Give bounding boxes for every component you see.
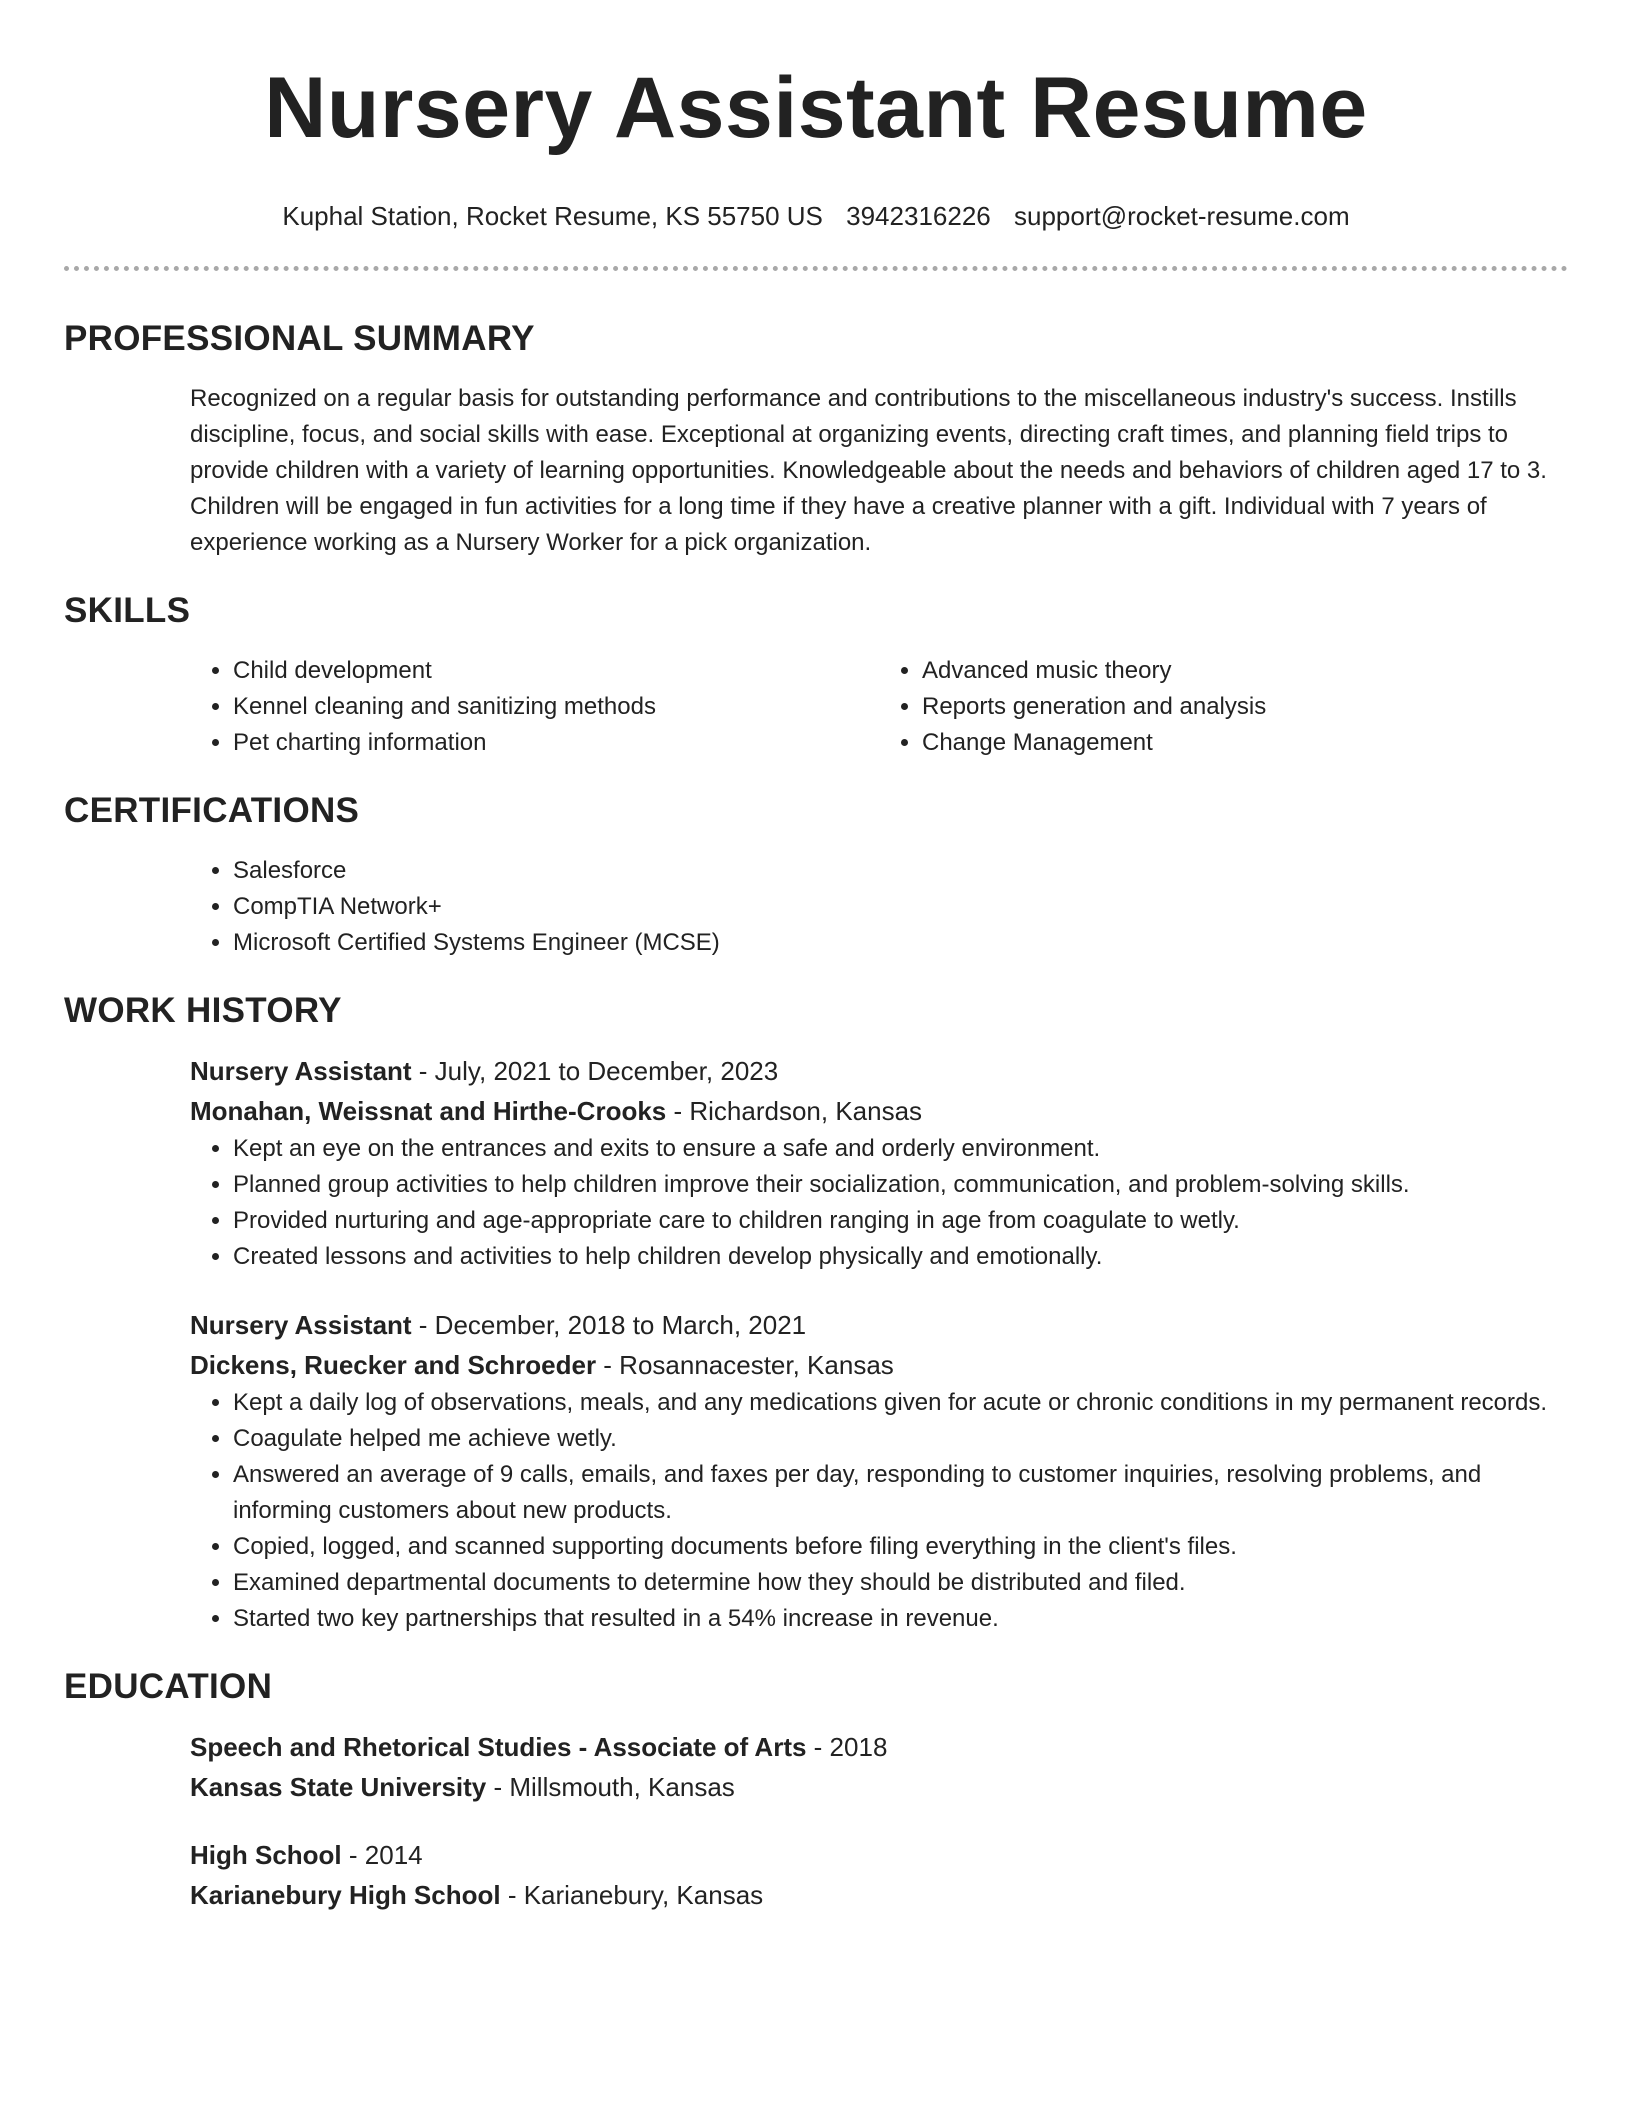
job-title-line bbox=[190, 1051, 1568, 1091]
school-line bbox=[190, 1767, 1568, 1807]
job-duty: • Provided nurturing and age-appropriate care to children ranging in age from coagulate to wetly. bbox=[233, 1203, 1568, 1239]
contact-address: Kuphal Station, Rocket Resume, KS 55750 US bbox=[282, 201, 823, 231]
skills-list-left bbox=[190, 653, 879, 761]
skill-item: • Advanced music theory bbox=[922, 653, 1568, 689]
job-entry bbox=[190, 1051, 1568, 1275]
job-duty: • Coagulate helped me achieve wetly. bbox=[233, 1421, 1568, 1457]
education-entry bbox=[190, 1727, 1568, 1807]
school-location: - Karianebury, Kansas bbox=[500, 1880, 764, 1910]
job-title: Nursery Assistant bbox=[190, 1056, 412, 1086]
school-location: - Millsmouth, Kansas bbox=[486, 1772, 735, 1802]
degree-line bbox=[190, 1835, 1568, 1875]
job-company-line bbox=[190, 1345, 1568, 1385]
degree-line bbox=[190, 1727, 1568, 1767]
work-heading: WORK HISTORY bbox=[64, 991, 342, 1030]
education-entry bbox=[190, 1835, 1568, 1915]
job-duties bbox=[190, 1131, 1568, 1275]
job-duty: • Examined departmental documents to determine how they should be distributed and filed. bbox=[233, 1565, 1568, 1601]
school-line bbox=[190, 1875, 1568, 1915]
job-company: Monahan, Weissnat and Hirthe-Crooks bbox=[190, 1096, 667, 1126]
job-duty: • Started two key partnerships that resulted in a 54% increase in revenue. bbox=[233, 1601, 1568, 1637]
degree-year: - 2018 bbox=[806, 1732, 888, 1762]
work-section bbox=[64, 989, 1568, 1637]
skill-item: • Change Management bbox=[922, 725, 1568, 761]
skill-item: • Reports generation and analysis bbox=[922, 689, 1568, 725]
degree-year: - 2014 bbox=[341, 1840, 423, 1870]
school-name: Kansas State University bbox=[190, 1772, 487, 1802]
degree-name: Speech and Rhetorical Studies - Associate of Arts bbox=[190, 1732, 807, 1762]
job-dates: - December, 2018 to March, 2021 bbox=[411, 1310, 807, 1340]
certifications-heading: CERTIFICATIONS bbox=[64, 791, 360, 830]
job-company: Dickens, Ruecker and Schroeder bbox=[190, 1350, 597, 1380]
contact-email: support@rocket-resume.com bbox=[1013, 201, 1350, 231]
job-title: Nursery Assistant bbox=[190, 1310, 412, 1340]
skills-list-right bbox=[879, 653, 1568, 761]
certifications-body bbox=[190, 853, 1568, 961]
summary-text: Recognized on a regular basis for outstanding performance and contributions to the miscellaneous industry's success. Instills discipline, focus, and social skills with ease. Exceptional at organizing events, directing craft times, and planning field trips to provide children with a variety of learning opportunities. Knowledgeable about the needs and behaviors of children aged 17 to 3. Children will be engaged in fun activities for a long time if they have a creative planner with a gift. Individual with 7 years of experience working as a Nursery Worker for a pick organization. bbox=[190, 385, 1547, 556]
job-dates: - July, 2021 to December, 2023 bbox=[411, 1056, 779, 1086]
education-heading: EDUCATION bbox=[64, 1667, 273, 1706]
job-duties bbox=[190, 1385, 1568, 1637]
job-entry bbox=[190, 1305, 1568, 1637]
skills-columns bbox=[190, 653, 1568, 761]
certifications-list bbox=[190, 853, 1568, 961]
skill-item: • Pet charting information bbox=[233, 725, 879, 761]
skills-heading: SKILLS bbox=[64, 591, 191, 630]
summary-section bbox=[64, 317, 1568, 561]
degree-name: High School bbox=[190, 1840, 342, 1870]
summary-heading: PROFESSIONAL SUMMARY bbox=[64, 319, 535, 358]
job-location: - Rosannacester, Kansas bbox=[596, 1350, 894, 1380]
contact-phone: 3942316226 bbox=[846, 201, 991, 231]
skill-item: • Child development bbox=[233, 653, 879, 689]
certifications-section bbox=[64, 789, 1568, 961]
certification-item: • CompTIA Network+ bbox=[233, 889, 1568, 925]
skills-section bbox=[64, 589, 1568, 761]
summary-body bbox=[190, 381, 1568, 561]
certification-item: • Salesforce bbox=[233, 853, 1568, 889]
job-duty: • Kept a daily log of observations, meals, and any medications given for acute or chronic conditions in my permanent records. bbox=[233, 1385, 1568, 1421]
job-title-line bbox=[190, 1305, 1568, 1345]
header-divider bbox=[64, 266, 1568, 271]
certification-item: • Microsoft Certified Systems Engineer (MCSE) bbox=[233, 925, 1568, 961]
job-duty: • Copied, logged, and scanned supporting documents before filing everything in the client's files. bbox=[233, 1529, 1568, 1565]
job-duty: • Planned group activities to help children improve their socialization, communication, and problem-solving skills. bbox=[233, 1167, 1568, 1203]
skill-item: • Kennel cleaning and sanitizing methods bbox=[233, 689, 879, 725]
resume-title: Nursery Assistant Resume bbox=[264, 60, 1368, 156]
job-duty: • Kept an eye on the entrances and exits to ensure a safe and orderly environment. bbox=[233, 1131, 1568, 1167]
job-company-line bbox=[190, 1091, 1568, 1131]
job-location: - Richardson, Kansas bbox=[666, 1096, 923, 1126]
job-duty: • Answered an average of 9 calls, emails, and faxes per day, responding to customer inquiries, resolving problems, and informing customers about new products. bbox=[233, 1457, 1568, 1529]
contact-line bbox=[64, 200, 1568, 232]
education-section bbox=[64, 1665, 1568, 1915]
school-name: Karianebury High School bbox=[190, 1880, 501, 1910]
job-duty: • Created lessons and activities to help children develop physically and emotionally. bbox=[233, 1239, 1568, 1275]
